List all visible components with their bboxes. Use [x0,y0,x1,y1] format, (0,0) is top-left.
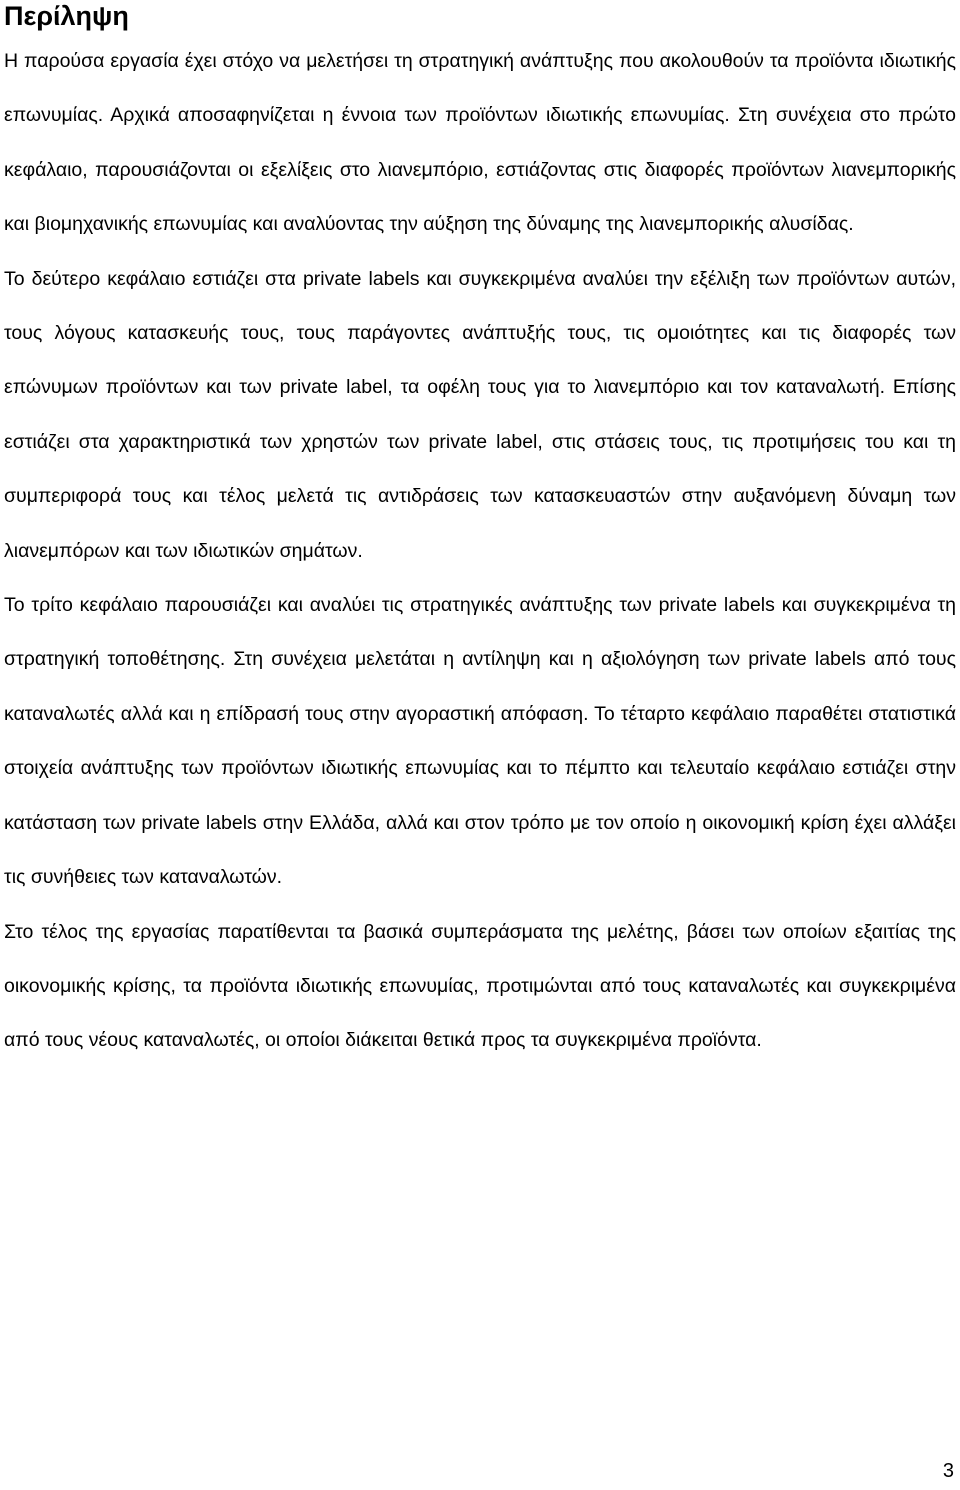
paragraph-chapter-two: Το δεύτερο κεφάλαιο εστιάζει στα private labels και συγκεκριμένα αναλύει την εξέλιξη των προϊόντων αυτών, τους λόγους κατασκευής τους, τους παράγοντες ανάπτυξής τους, τις ομοιότητες και τις διαφορές των επώνυμων προϊόντων και των private label, τα οφέλη τους για το λιανεμπόριο και τον καταναλωτή. Επίσης εστιάζει στα χαρακτηριστικά των χρηστών των private label, στις στάσεις τους, τις προτιμήσεις του και τη συμπεριφορά τους και τέλος μελετά τις αντιδράσεις των κατασκευαστών στην αυξανόμενη δύναμη των λιανεμπόρων και των ιδιωτικών σημάτων. [4,267,956,562]
page-number: 3 [942,1460,954,1482]
abstract-body [4,34,956,1068]
paragraph-chapters-three-to-five: Το τρίτο κεφάλαιο παρουσιάζει και αναλύει τις στρατηγικές ανάπτυξης των private labels και συγκεκριμένα τη στρατηγική τοποθέτησης. Στη συνέχεια μελετάται η αντίληψη και η αξιολόγηση των private labels από τους καταναλωτές αλλά και η επίδρασή τους στην αγοραστική απόφαση. Το τέταρτο κεφάλαιο παραθέτει στατιστικά στοιχεία ανάπτυξης των προϊόντων ιδιωτικής επωνυμίας και το πέμπτο και τελευταίο κεφάλαιο εστιάζει στην κατάσταση των private labels στην Ελλάδα, αλλά και στον τρόπο με τον οποίο η οικονομική κρίση έχει αλλάξει τις συνήθειες των καταναλωτών. [4,594,956,889]
page-title: Περίληψη [4,1,129,31]
paragraph-intro: Η παρούσα εργασία έχει στόχο να μελετήσει τη στρατηγική ανάπτυξης που ακολουθούν τα προϊόντα ιδιωτικής επωνυμίας. Αρχικά αποσαφηνίζεται η έννοια των προϊόντων ιδιωτικής επωνυμίας. Στη συνέχεια στο πρώτο κεφάλαιο, παρουσιάζονται οι εξελίξεις στο λιανεμπόριο, εστιάζοντας στις διαφορές προϊόντων λιανεμπορικής και βιομηχανικής επωνυμίας και αναλύοντας την αύξηση της δύναμης της λιανεμπορικής αλυσίδας. [4,50,956,236]
paragraph-conclusions: Στο τέλος της εργασίας παρατίθενται τα βασικά συμπεράσματα της μελέτης, βάσει των οποίων εξαιτίας της οικονομικής κρίσης, τα προϊόντα ιδιωτικής επωνυμίας, προτιμώνται από τους καταναλωτές και συγκεκριμένα από τους νέους καταναλωτές, οι οποίοι διάκειται θετικά προς τα συγκεκριμένα προϊόντα. [4,920,956,1052]
